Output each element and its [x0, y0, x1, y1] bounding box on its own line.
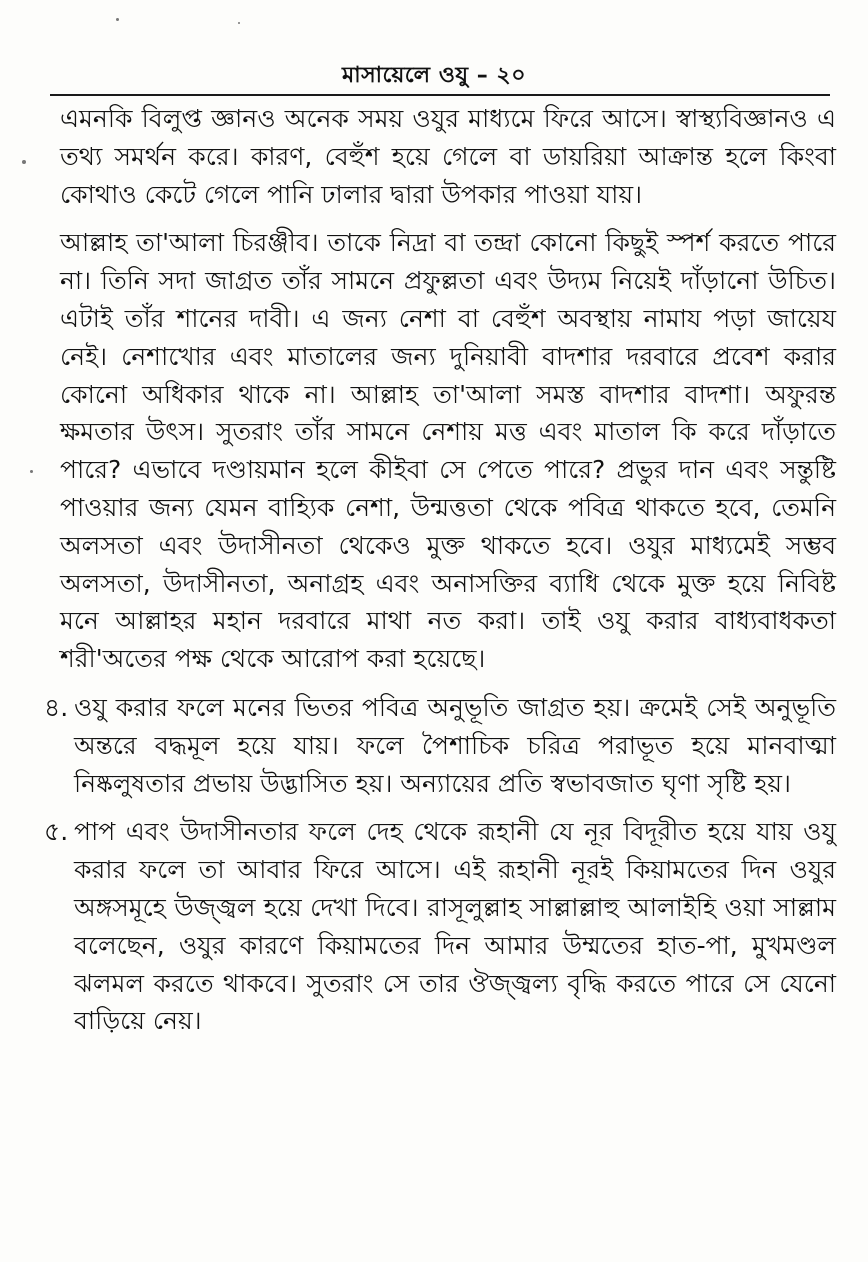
paragraph-1: এমনকি বিলুপ্ত জ্ঞানও অনেক সময় ওযুর মাধ্যমে ফিরে আসে। স্বাস্থ্যবিজ্ঞানও এ তথ্য সমর্থন করে। কারণ, বেহুঁশ হয়ে গেলে বা ডায়রিয়া আক্রান্ত হলে কিংবা কোথাও কেটে গেলে পানি ঢালার দ্বারা উপকার পাওয়া যায়।: [60, 104, 836, 209]
scan-speck: [238, 22, 240, 24]
header-rule: [50, 94, 830, 96]
scan-speck: [30, 470, 33, 473]
page-header-title: মাসায়েলে ওযু – ২০: [342, 63, 526, 88]
list-item-text: পাপ এবং উদাসীনতার ফলে দেহ থেকে রূহানী যে নূর বিদূরীত হয়ে যায় ওযু করার ফলে তা আবার ফিরে আসে। এই রূহানী নূরই কিয়ামতের দিন ওযুর অঙ্গসমূহে উজ্জ্বল হয়ে দেখা দিবে। রাসূলুল্লাহ সাল্লাল্লাহু আলাইহি ওয়া সাল্লাম বলেছেন, ওযুর কারণে কিয়ামতের দিন আমার উম্মতের হাত-পা, মুখমণ্ডল ঝলমল করতে থাকবে। সুতরাং সে তার ঔজ্জ্বল্য বৃদ্ধি করতে পারে সে যেনো বাড়িয়ে নেয়।: [74, 817, 836, 1036]
list-item: [44, 689, 836, 802]
page-body: [44, 100, 836, 1051]
list-item-number: ৫.: [44, 817, 69, 847]
list-item-text: ওযু করার ফলে মনের ভিতর পবিত্র অনুভূতি জাগ্রত হয়। ক্রমেই সেই অনুভূতি অন্তরে বদ্ধমূল হয়ে যায়। ফলে পৈশাচিক চরিত্র পরাভূত হয়ে মানবাত্মা নিষ্কলুষতার প্রভায় উদ্ভাসিত হয়। অন্যায়ের প্রতি স্বভাবজাত ঘৃণা সৃষ্টি হয়।: [74, 692, 836, 798]
paragraph-2: আল্লাহ তা'আলা চিরঞ্জীব। তাকে নিদ্রা বা তন্দ্রা কোনো কিছুই স্পর্শ করতে পারে না। তিনি সদা জাগ্রত তাঁর সামনে প্রফুল্লতা এবং উদ্যম নিয়েই দাঁড়ানো উচিত। এটাই তাঁর শানের দাবী। এ জন্য নেশা বা বেহুঁশ অবস্থায় নামায পড়া জায়েয নেই। নেশাখোর এবং মাতালের জন্য দুনিয়াবী বাদশার দরবারে প্রবেশ করার কোনো অধিকার থাকে না। আল্লাহ তা'আলা সমস্ত বাদশার বাদশা। অফুরন্ত ক্ষমতার উৎস। সুতরাং তাঁর সামনে নেশায় মত্ত এবং মাতাল কি করে দাঁড়াতে পারে? এভাবে দণ্ডায়মান হলে কীইবা সে পেতে পারে? প্রভুর দান এবং সন্তুষ্টি পাওয়ার জন্য যেমন বাহ্যিক নেশা, উন্মত্ততা থেকে পবিত্র থাকতে হবে, তেমনি অলসতা এবং উদাসীনতা থেকেও মুক্ত থাকতে হবে। ওযুর মাধ্যমেই সম্ভব অলসতা, উদাসীনতা, অনাগ্রহ এবং অনাসক্তির ব্যাধি থেকে মুক্ত হয়ে নিবিষ্ট মনে আল্লাহর মহান দরবারে মাথা নত করা। তাই ওযু করার বাধ্যবাধকতা শরী'অতের পক্ষ থেকে আরোপ করা হয়েছে।: [60, 228, 836, 674]
numbered-list: [44, 689, 836, 1040]
scan-speck: [22, 160, 26, 164]
list-item: [44, 813, 836, 1040]
page-header: [0, 58, 868, 95]
list-item-number: ৪.: [44, 692, 69, 722]
scan-speck: [116, 18, 119, 21]
